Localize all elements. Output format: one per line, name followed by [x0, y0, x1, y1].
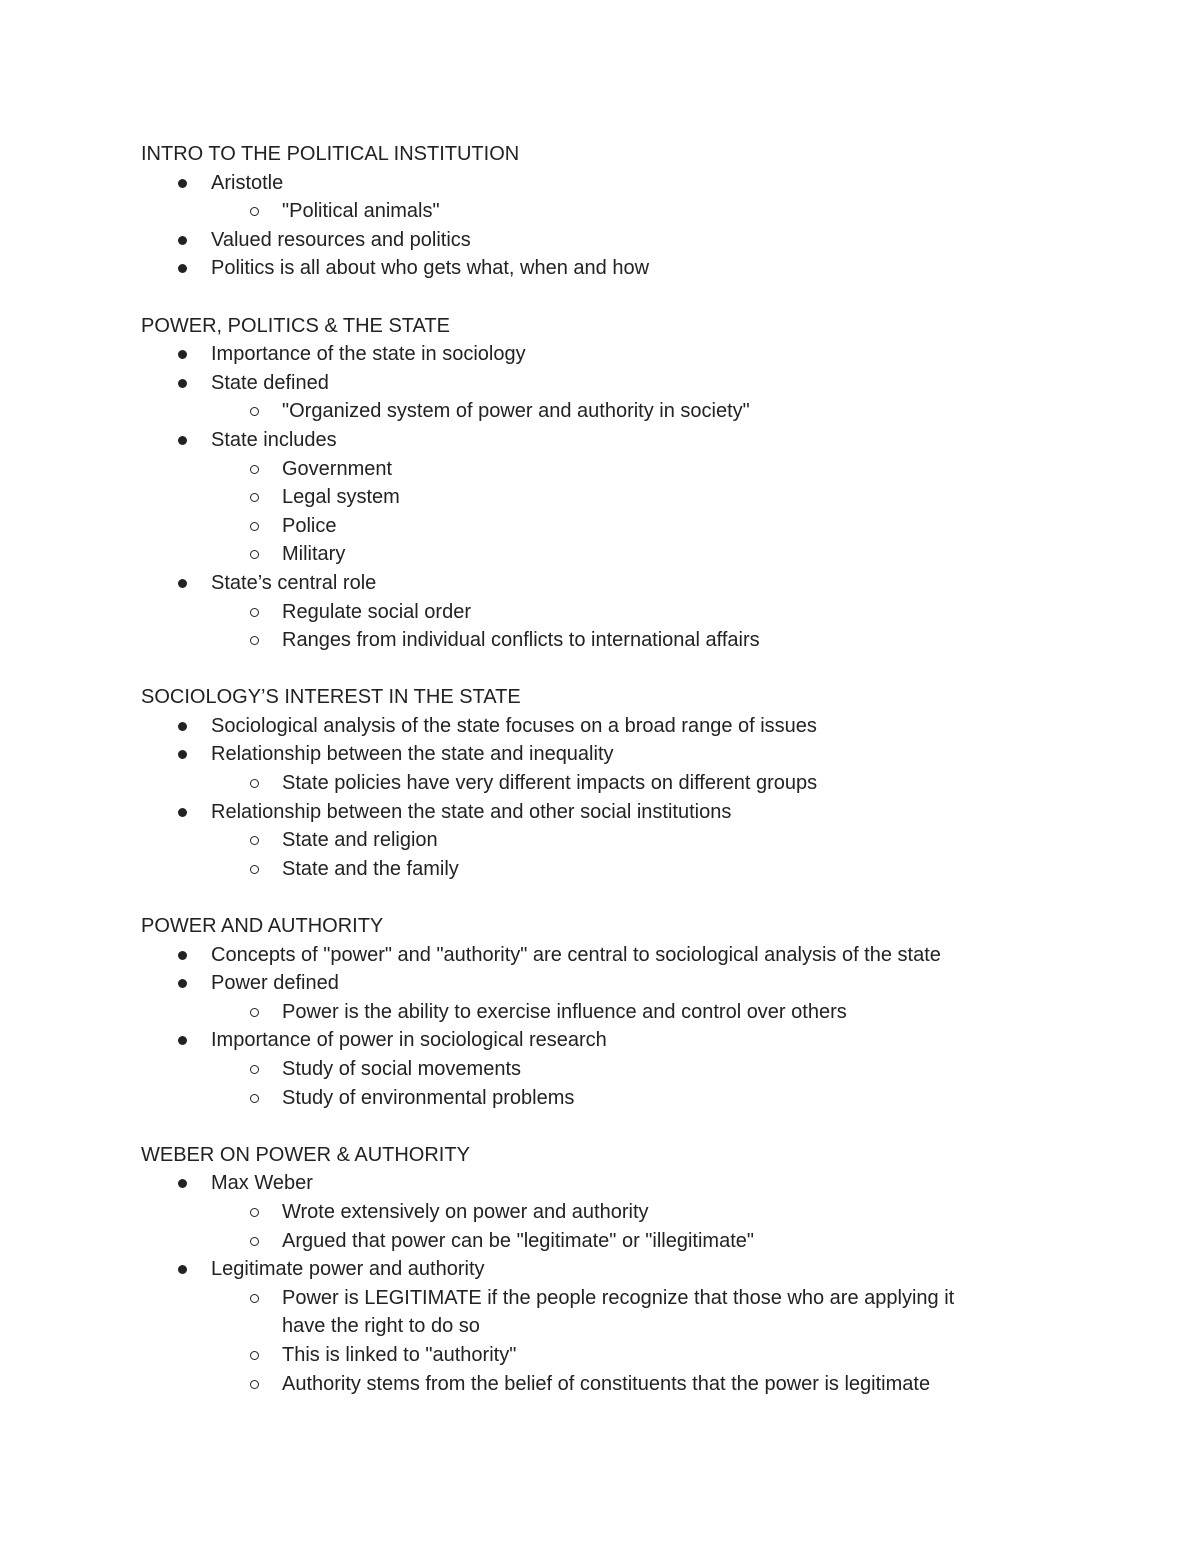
sub-list-item-text: State policies have very different impacts on different groups [282, 772, 818, 795]
sub-list-item-text: Argued that power can be "legitimate" or "illegitimate" [282, 1229, 754, 1252]
list-item-text: Sociological analysis of the state focuses on a broad range of issues [211, 714, 817, 737]
bullet-dot-icon [178, 1265, 187, 1274]
bullet-ring-icon [250, 1008, 259, 1017]
sub-list-item [141, 1370, 1041, 1399]
sub-list-item-text: "Political animals" [282, 200, 440, 223]
bullet-list [141, 169, 1041, 283]
sub-list-item-text: Ranges from individual conflicts to international affairs [282, 629, 760, 652]
bullet-list [141, 941, 1041, 1113]
sub-list-item [141, 483, 1041, 512]
bullet-ring-icon [250, 865, 259, 874]
list-item-text: Legitimate power and authority [211, 1258, 485, 1281]
bullet-dot-icon [178, 236, 187, 245]
sub-list-item [141, 512, 1041, 541]
sub-list-item [141, 397, 1041, 426]
bullet-dot-icon [178, 979, 187, 988]
bullet-ring-icon [250, 1237, 259, 1246]
sub-list-item [141, 998, 1041, 1027]
bullet-ring-icon [250, 465, 259, 474]
sub-list-item-text: Study of environmental problems [282, 1086, 575, 1109]
sub-list-item [141, 626, 1041, 655]
sub-list-item [141, 769, 1041, 798]
bullet-dot-icon [178, 579, 187, 588]
section-weber-power-authority [141, 1141, 1041, 1398]
sub-list-item [141, 540, 1041, 569]
sub-list-item-text: Government [282, 457, 393, 480]
sub-list-item [141, 598, 1041, 627]
section-sociology-interest-state [141, 683, 1041, 883]
list-item [141, 1255, 1041, 1284]
list-item [141, 426, 1041, 455]
bullet-ring-icon [250, 407, 259, 416]
list-item-text: Importance of power in sociological research [211, 1029, 607, 1052]
sub-list-item-text: State and the family [282, 857, 459, 880]
bullet-ring-icon [250, 493, 259, 502]
sub-list-item [141, 1198, 1041, 1227]
sub-list-item [141, 826, 1041, 855]
section-power-and-authority [141, 912, 1041, 1112]
bullet-ring-icon [250, 608, 259, 617]
list-item-text: State includes [211, 428, 337, 451]
sub-list-item-text: Legal system [282, 486, 400, 509]
list-item-text: Importance of the state in sociology [211, 343, 526, 366]
bullet-list [141, 1169, 1041, 1398]
bullet-ring-icon [250, 522, 259, 531]
list-item-text: State defined [211, 371, 329, 394]
sub-list-item [141, 1055, 1041, 1084]
list-item-text: State’s central role [211, 571, 377, 594]
sub-list-item [141, 1341, 1041, 1370]
bullet-ring-icon [250, 1351, 259, 1360]
sub-list-item-text: State and religion [282, 829, 438, 852]
document-body [141, 140, 1041, 1427]
bullet-dot-icon [178, 951, 187, 960]
bullet-ring-icon [250, 1380, 259, 1389]
section-power-politics-state [141, 312, 1041, 655]
sub-list-item [141, 1084, 1041, 1113]
list-item [141, 340, 1041, 369]
bullet-dot-icon [178, 179, 187, 188]
bullet-ring-icon [250, 1065, 259, 1074]
list-item-text: Politics is all about who gets what, when and how [211, 257, 650, 280]
list-item [141, 969, 1041, 998]
section-heading: WEBER ON POWER & AUTHORITY [141, 1143, 470, 1166]
bullet-ring-icon [250, 550, 259, 559]
sub-list-item-text: Study of social movements [282, 1058, 521, 1080]
sub-list-item-text: "Organized system of power and authority in society" [282, 400, 750, 423]
section-heading: SOCIOLOGY’S INTEREST IN THE STATE [141, 686, 521, 709]
list-item [141, 569, 1041, 598]
bullet-dot-icon [178, 436, 187, 445]
bullet-ring-icon [250, 207, 259, 216]
sub-list-item [141, 197, 1041, 226]
bullet-list [141, 712, 1041, 884]
bullet-ring-icon [250, 1094, 259, 1103]
bullet-list [141, 340, 1041, 655]
bullet-dot-icon [178, 722, 187, 731]
list-item-text: Max Weber [211, 1172, 313, 1195]
list-item [141, 740, 1041, 769]
list-item [141, 1026, 1041, 1055]
list-item [141, 798, 1041, 827]
bullet-ring-icon [250, 779, 259, 788]
sub-list-item-text: Power is the ability to exercise influence and control over others [282, 1000, 847, 1023]
sub-list-item-text: Authority stems from the belief of constituents that the power is legitimate [282, 1372, 931, 1395]
section-heading: POWER, POLITICS & THE STATE [141, 314, 450, 337]
bullet-ring-icon [250, 1208, 259, 1217]
bullet-dot-icon [178, 379, 187, 388]
bullet-dot-icon [178, 750, 187, 759]
section-intro-political-institution [141, 140, 1041, 283]
list-item [141, 169, 1041, 198]
sub-list-item-text: Military [282, 543, 346, 566]
bullet-dot-icon [178, 808, 187, 817]
bullet-ring-icon [250, 836, 259, 845]
sub-list-item [141, 1284, 1041, 1341]
list-item-text: Valued resources and politics [211, 228, 471, 251]
bullet-dot-icon [178, 350, 187, 359]
sub-list-item-text: Wrote extensively on power and authority [282, 1200, 649, 1223]
list-item-text: Relationship between the state and other social institutions [211, 800, 732, 823]
list-item-text: Power defined [211, 972, 339, 995]
list-item [141, 254, 1041, 283]
sub-list-item-text: Regulate social order [282, 600, 471, 623]
sub-list-item [141, 855, 1041, 884]
bullet-dot-icon [178, 1179, 187, 1188]
list-item [141, 369, 1041, 398]
bullet-ring-icon [250, 636, 259, 645]
list-item-text: Aristotle [211, 171, 284, 194]
list-item [141, 226, 1041, 255]
list-item-text: Relationship between the state and inequality [211, 743, 614, 766]
section-heading: INTRO TO THE POLITICAL INSTITUTION [141, 143, 520, 165]
bullet-dot-icon [178, 1036, 187, 1045]
sub-list-item [141, 1227, 1041, 1256]
sub-list-item [141, 455, 1041, 484]
section-heading: POWER AND AUTHORITY [141, 915, 384, 938]
bullet-dot-icon [178, 264, 187, 273]
list-item-text: Concepts of "power" and "authority" are central to sociological analysis of the state [211, 943, 941, 966]
sub-list-item-text-line-1: Power is LEGITIMATE if the people recognize that those who are applying it [282, 1286, 955, 1309]
list-item [141, 941, 1041, 970]
bullet-ring-icon [250, 1294, 259, 1303]
list-item [141, 1169, 1041, 1198]
sub-list-item-text: This is linked to "authority" [282, 1343, 517, 1366]
sub-list-item-text-line-2: have the right to do so [282, 1315, 480, 1338]
sub-list-item-text: Police [282, 514, 337, 537]
list-item [141, 712, 1041, 741]
